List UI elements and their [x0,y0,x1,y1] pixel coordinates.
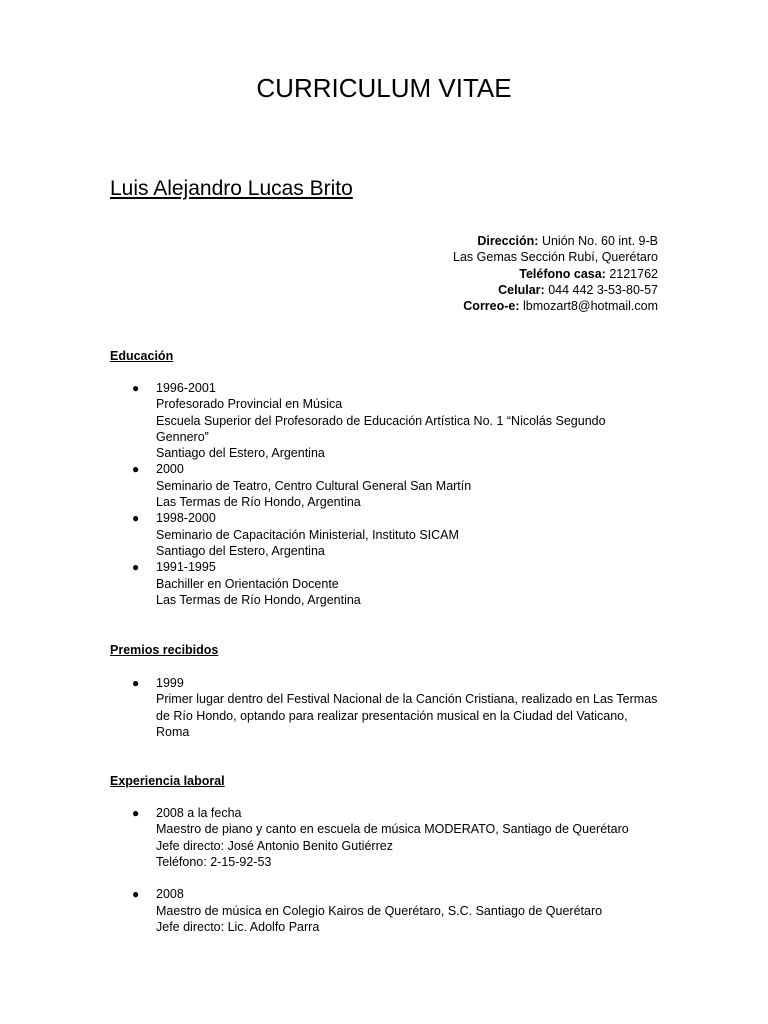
list-item [110,675,658,740]
education-list [110,380,658,608]
list-item [110,559,658,608]
phone-value: 2121762 [609,266,658,281]
email-line [453,298,658,314]
awards-heading: Premios recibidos [110,643,219,657]
contact-block [453,233,658,314]
bullet-icon: ● [132,806,140,820]
experience-heading: Experiencia laboral [110,774,225,788]
item-line: Maestro de piano y canto en escuela de música MODERATO, Santiago de Querétaro [156,822,629,837]
item-year: 2008 [156,887,184,902]
list-item [110,461,658,510]
item-line: Primer lugar dentro del Festival Nacional de la Canción Cristiana, realizado en Las Termas de Río Hondo, optando para realizar presentación musical en la Ciudad del Vaticano, Roma [156,692,658,739]
list-item [110,380,658,461]
item-year: 1998-2000 [156,511,216,526]
bullet-icon: ● [132,381,140,395]
bullet-icon: ● [132,511,140,526]
experience-list [110,805,658,935]
phone-label: Teléfono casa: [519,266,606,281]
bullet-icon: ● [132,560,140,575]
email-label: Correo-e: [463,299,520,314]
item-line: Teléfono: 2-15-92-53 [156,854,272,869]
item-year: 2008 a la fecha [156,806,242,820]
item-line: Escuela Superior del Profesorado de Educación Artística No. 1 “Nicolás Segundo Gennero” [156,413,606,444]
education-heading: Educación [110,349,174,363]
mobile-line [453,282,658,298]
bullet-icon: ● [132,887,140,902]
item-year: 1999 [156,676,184,690]
address-line-2: Las Gemas Sección Rubí, Querétaro [453,250,658,265]
phone-line [453,266,658,282]
item-line: Profesorado Provincial en Música [156,397,343,412]
document-title: CURRICULUM VITAE [256,73,512,103]
item-year: 1996-2001 [156,381,216,395]
bullet-icon: ● [132,462,140,477]
awards-list [110,675,658,740]
item-line: Jefe directo: José Antonio Benito Gutiérrez [156,838,393,853]
address-label: Dirección: [477,234,539,248]
item-line: Seminario de Teatro, Centro Cultural General San Martín [156,478,472,493]
list-item [110,510,658,559]
item-line: Seminario de Capacitación Ministerial, Instituto SICAM [156,527,459,542]
item-line: Jefe directo: Lic. Adolfo Parra [156,920,320,935]
email-value: lbmozart8@hotmail.com [523,299,658,314]
mobile-label: Celular: [498,282,545,297]
list-item [110,886,658,935]
item-line: Bachiller en Orientación Docente [156,576,339,591]
item-line: Las Termas de Río Hondo, Argentina [156,495,361,510]
mobile-value: 044 442 3-53-80-57 [548,282,658,297]
item-year: 1991-1995 [156,560,216,575]
item-line: Maestro de música en Colegio Kairos de Querétaro, S.C. Santiago de Querétaro [156,903,603,918]
item-line: Las Termas de Río Hondo, Argentina [156,592,361,607]
list-item [110,805,658,870]
bullet-icon: ● [132,676,140,690]
address-value: Unión No. 60 int. 9-B [541,234,658,248]
address-line [453,233,658,249]
item-line: Santiago del Estero, Argentina [156,543,325,558]
candidate-name: Luis Alejandro Lucas Brito [110,177,353,200]
item-year: 2000 [156,462,184,477]
item-line: Santiago del Estero, Argentina [156,446,325,461]
